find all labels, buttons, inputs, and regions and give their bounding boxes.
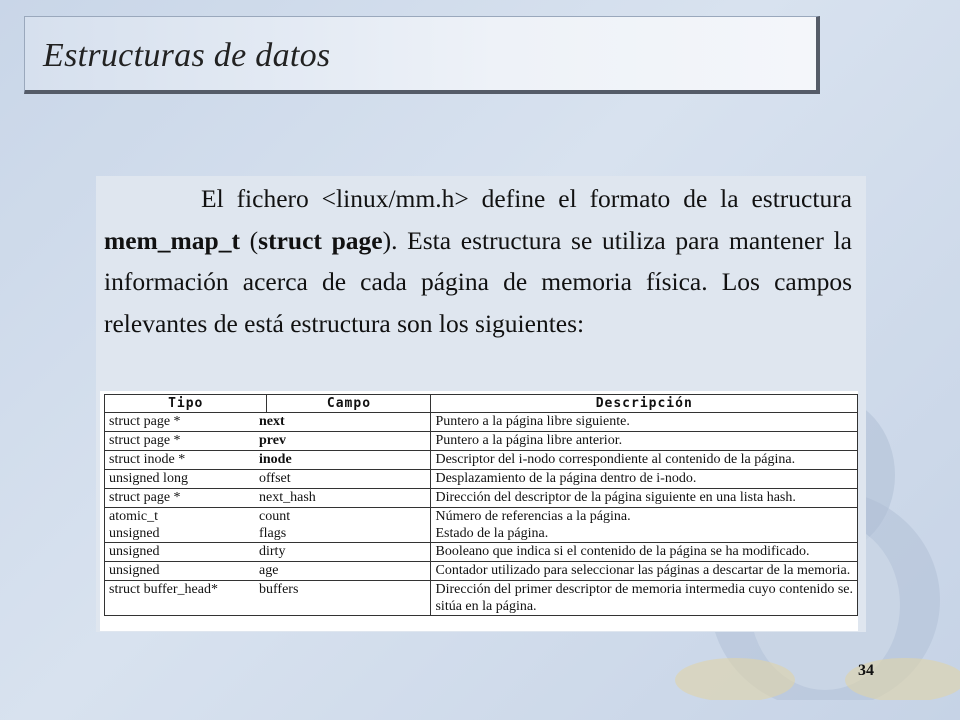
descripcion-cell <box>431 543 858 562</box>
table-header-row <box>105 395 858 413</box>
descripcion-value: Estado de la página. <box>435 526 549 541</box>
descripcion-cell <box>431 451 858 470</box>
tipo-campo-line <box>109 432 426 449</box>
descripcion-cell <box>431 470 858 489</box>
descripcion-cell <box>431 489 858 508</box>
tipo-value: struct inode * <box>109 452 186 467</box>
table-row <box>105 432 858 451</box>
campo-value: flags <box>259 526 287 541</box>
paragraph-text-2: ( <box>239 225 259 255</box>
descripcion-cell <box>431 581 858 616</box>
descripcion-value: Desplazamiento de la página dentro de i-nodo. <box>435 471 697 486</box>
tipo-value: struct buffer_head* <box>109 582 218 597</box>
tipo-campo-cell <box>105 451 431 470</box>
descripcion-cell <box>431 413 858 432</box>
campo-value: count <box>259 509 291 524</box>
tipo-value: unsigned <box>109 526 160 541</box>
tipo-campo-cell <box>105 470 431 489</box>
tipo-campo-cell <box>105 489 431 508</box>
table-row <box>105 413 858 432</box>
campo-value: age <box>259 563 279 578</box>
tipo-value: struct page * <box>109 433 181 448</box>
tipo-value: unsigned <box>109 563 160 578</box>
campo-value: prev <box>259 433 286 448</box>
tipo-campo-line <box>109 451 426 468</box>
descripcion-cell <box>431 508 858 543</box>
descripcion-value: Booleano que indica si el contenido de la página se ha modificado. <box>435 544 810 559</box>
table-row <box>105 451 858 470</box>
tipo-campo-cell <box>105 413 431 432</box>
table-row <box>105 543 858 562</box>
intro-paragraph <box>104 178 852 344</box>
tipo-campo-line <box>109 413 426 430</box>
table-row <box>105 489 858 508</box>
tipo-value: unsigned long <box>109 471 188 486</box>
table-row <box>105 562 858 581</box>
slide-number: 34 <box>858 662 874 679</box>
descripcion-value: Contador utilizado para seleccionar las páginas a descartar de la memoria. <box>435 563 851 578</box>
table-row <box>105 470 858 489</box>
tipo-campo-line <box>109 489 426 506</box>
tipo-value: atomic_t <box>109 509 158 524</box>
tipo-campo-line <box>109 562 426 579</box>
title-box <box>24 16 820 94</box>
paragraph-bold-2: struct page <box>258 225 383 255</box>
tipo-value: struct page * <box>109 490 181 505</box>
tipo-value: struct page * <box>109 414 181 429</box>
table-row <box>105 581 858 616</box>
campo-value: inode <box>259 452 292 467</box>
table-body <box>105 413 858 616</box>
paragraph-text-1: El fichero <linux/mm.h> define el formato de la estructura <box>201 184 852 213</box>
tipo-campo-line <box>109 581 426 598</box>
header-campo: Campo <box>267 395 431 413</box>
descripcion-value: Dirección del descriptor de la página siguiente en una lista hash. <box>435 490 796 505</box>
descripcion-value: Puntero a la página libre anterior. <box>435 433 623 448</box>
tipo-campo-line <box>109 525 426 542</box>
table-row <box>105 508 858 543</box>
header-descripcion: Descripción <box>431 395 858 413</box>
content-panel <box>96 176 866 632</box>
campo-value: offset <box>259 471 291 486</box>
campo-value: dirty <box>259 544 286 559</box>
tipo-campo-cell <box>105 562 431 581</box>
descripcion-value: Descriptor del i-nodo correspondiente al contenido de la página. <box>435 452 796 467</box>
tipo-value: unsigned <box>109 544 160 559</box>
paragraph-bold-1: mem_map_t <box>104 225 240 255</box>
tipo-campo-line <box>109 470 426 487</box>
tipo-campo-cell <box>105 581 431 616</box>
struct-page-table-container <box>100 391 858 631</box>
descripcion-value: Puntero a la página libre siguiente. <box>435 414 630 429</box>
descripcion-cell <box>431 432 858 451</box>
paragraph-text-3: ). Esta estructura se utiliza para mantener la información acerca de cada página de memoria física. Los campos relevantes de está estructura son los siguientes: <box>104 225 852 338</box>
campo-value: next <box>259 414 285 429</box>
descripcion-value: sitúa en la página. <box>435 599 537 614</box>
descripcion-value: Dirección del primer descriptor de memoria intermedia cuyo contenido se. <box>435 582 853 597</box>
tipo-campo-line <box>109 508 426 525</box>
tipo-campo-cell <box>105 543 431 562</box>
tipo-campo-cell <box>105 432 431 451</box>
campo-value: next_hash <box>259 490 316 505</box>
tipo-campo-line <box>109 543 426 560</box>
descripcion-cell <box>431 562 858 581</box>
header-tipo: Tipo <box>105 395 267 413</box>
tipo-campo-cell <box>105 508 431 543</box>
campo-value: buffers <box>259 582 299 597</box>
descripcion-value: Número de referencias a la página. <box>435 509 631 524</box>
slide-title: Estructuras de datos <box>43 37 331 74</box>
struct-page-table <box>104 394 858 616</box>
